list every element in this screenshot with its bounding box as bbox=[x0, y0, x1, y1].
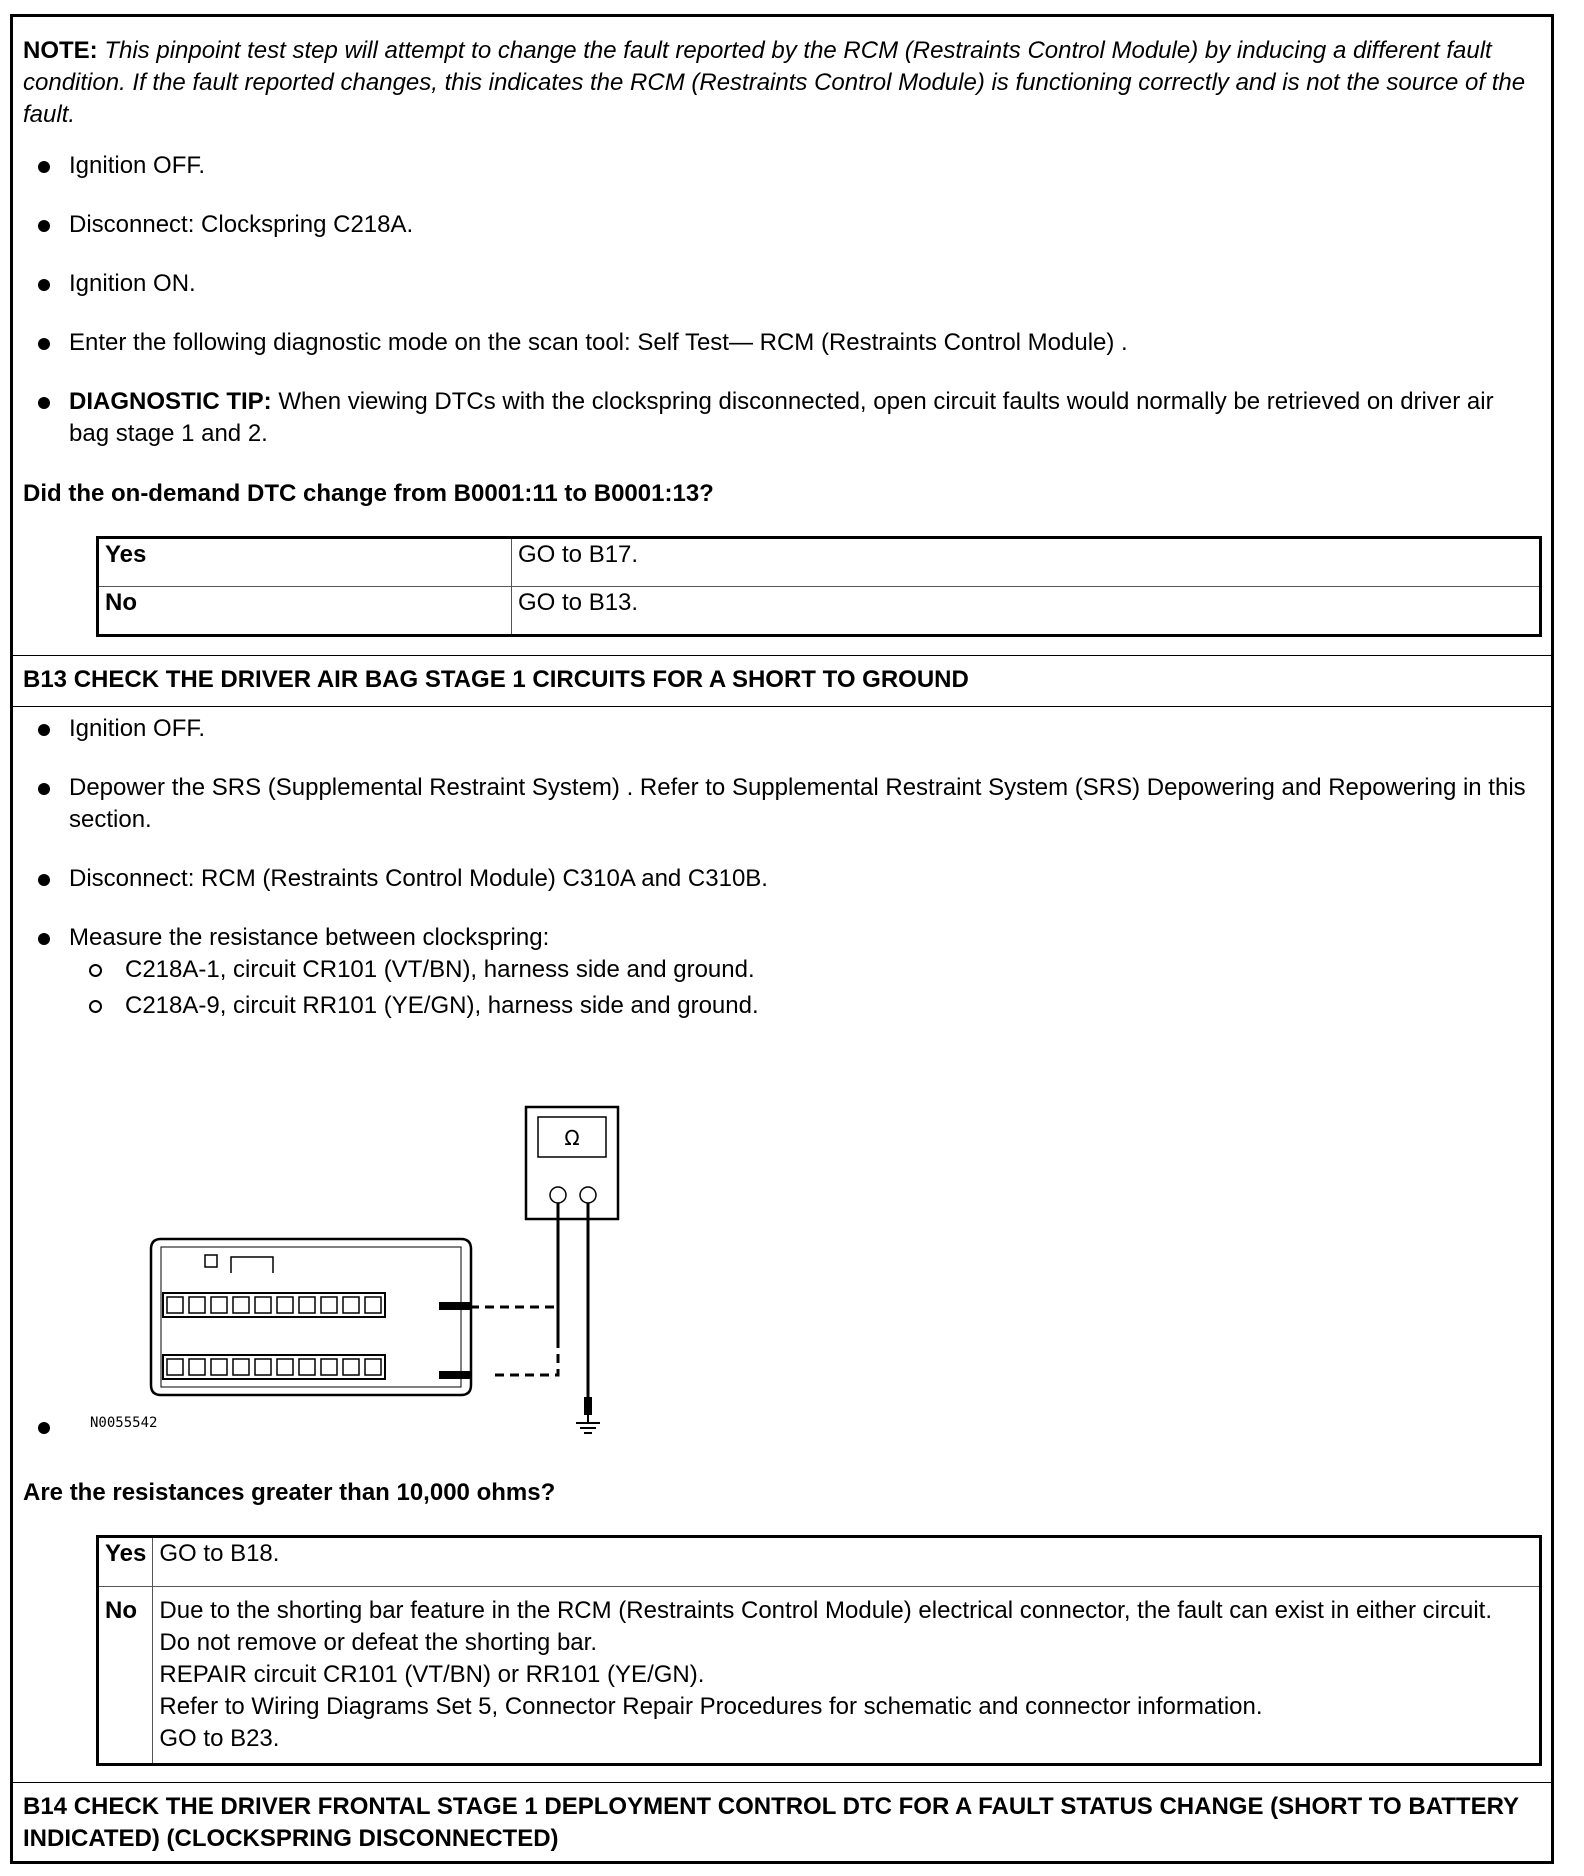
table-row bbox=[98, 538, 1541, 587]
bullet-icon bbox=[38, 1422, 50, 1434]
bullet-icon bbox=[38, 783, 50, 795]
step-list-b13 bbox=[13, 713, 1551, 1022]
list-item: Disconnect: RCM (Restraints Control Module) C310A and C310B. bbox=[13, 863, 1551, 922]
table-row bbox=[98, 587, 1541, 636]
table-row bbox=[98, 1537, 1541, 1587]
bullet-icon bbox=[38, 933, 50, 945]
answer-value: GO to B13. bbox=[512, 587, 1541, 636]
svg-text:Ω: Ω bbox=[564, 1126, 580, 1150]
procedure-page bbox=[10, 14, 1554, 1864]
section-header-b14: B14 CHECK THE DRIVER FRONTAL STAGE 1 DEPLOYMENT CONTROL DTC FOR A FAULT STATUS CHANGE (SHORT TO BATTERY INDICATED) (CLOCKSPRING DISCONNECTED) bbox=[13, 1782, 1551, 1855]
note-prefix: NOTE: bbox=[23, 37, 98, 64]
list-item: Measure the resistance between clockspring: C218A-1, circuit CR101 (VT/BN), harness side and ground. C218A-9, circuit RR101 (YE/GN), harness side and ground. bbox=[13, 922, 1551, 1022]
bullet-icon bbox=[38, 397, 50, 409]
list-item: Ignition OFF. bbox=[13, 150, 1551, 209]
list-item: Ignition OFF. bbox=[13, 713, 1551, 772]
ground-icon bbox=[576, 1397, 600, 1433]
figure-id: N0055542 bbox=[90, 1415, 158, 1431]
list-item: Ignition ON. bbox=[13, 268, 1551, 327]
step-list-1 bbox=[13, 150, 1551, 450]
note-text: This pinpoint test step will attempt to change the fault reported by the RCM (Restraints Control Module) by inducing a different fault condition. If the fault reported changes, this indicates the RCM (Restraints Control Module) is functioning correctly and is not the source of the fault. bbox=[23, 37, 1526, 128]
question-b13: Are the resistances greater than 10,000 ohms? bbox=[23, 1479, 556, 1506]
ohmmeter-icon bbox=[526, 1107, 618, 1219]
answer-value: GO to B17. bbox=[512, 538, 1541, 587]
answer-key: No bbox=[98, 1587, 153, 1765]
answer-key: No bbox=[98, 587, 512, 636]
list-item: C218A-1, circuit CR101 (VT/BN), harness side and ground. bbox=[69, 954, 1551, 990]
bullet-icon bbox=[38, 279, 50, 291]
circle-bullet-icon bbox=[89, 964, 102, 977]
answer-value: GO to B18. bbox=[153, 1537, 1541, 1587]
answer-table-b13 bbox=[96, 1535, 1542, 1766]
question-1: Did the on-demand DTC change from B0001:11 to B0001:13? bbox=[23, 480, 714, 507]
bullet-icon bbox=[38, 874, 50, 886]
resistance-measurement-diagram bbox=[133, 1077, 653, 1457]
clockspring-connector-icon bbox=[151, 1239, 471, 1395]
answer-key: Yes bbox=[98, 538, 512, 587]
bullet-icon bbox=[38, 338, 50, 350]
sub-list bbox=[69, 954, 1551, 1022]
section-header-b13: B13 CHECK THE DRIVER AIR BAG STAGE 1 CIRCUITS FOR A SHORT TO GROUND bbox=[13, 655, 1551, 707]
list-item: Depower the SRS (Supplemental Restraint System) . Refer to Supplemental Restraint System (SRS) Depowering and Repowering in this section. bbox=[13, 772, 1551, 863]
bullet-icon bbox=[38, 161, 50, 173]
answer-value: Due to the shorting bar feature in the RCM (Restraints Control Module) electrical connector, the fault can exist in either circuit. Do not remove or defeat the shorting bar. REPAIR circuit CR101 (VT/BN) or RR101 (YE/GN). Refer to Wiring Diagrams Set 5, Connector Repair Procedures for schematic and connector information. GO to B23. bbox=[153, 1587, 1541, 1765]
circle-bullet-icon bbox=[89, 1000, 102, 1013]
list-item: Disconnect: Clockspring C218A. bbox=[13, 209, 1551, 268]
bullet-icon bbox=[38, 724, 50, 736]
answer-table-1 bbox=[96, 536, 1542, 637]
answer-key: Yes bbox=[98, 1537, 153, 1587]
tip-text: When viewing DTCs with the clockspring disconnected, open circuit faults would normally be retrieved on driver air bag stage 1 and 2. bbox=[69, 388, 1494, 447]
table-row bbox=[98, 1587, 1541, 1765]
tip-label: DIAGNOSTIC TIP: bbox=[69, 388, 272, 415]
bullet-icon bbox=[38, 220, 50, 232]
diagnostic-tip bbox=[13, 386, 1551, 450]
note-block bbox=[13, 27, 1551, 131]
list-item: C218A-9, circuit RR101 (YE/GN), harness side and ground. bbox=[69, 990, 1551, 1022]
list-item: Enter the following diagnostic mode on the scan tool: Self Test— RCM (Restraints Control Module) . bbox=[13, 327, 1551, 386]
